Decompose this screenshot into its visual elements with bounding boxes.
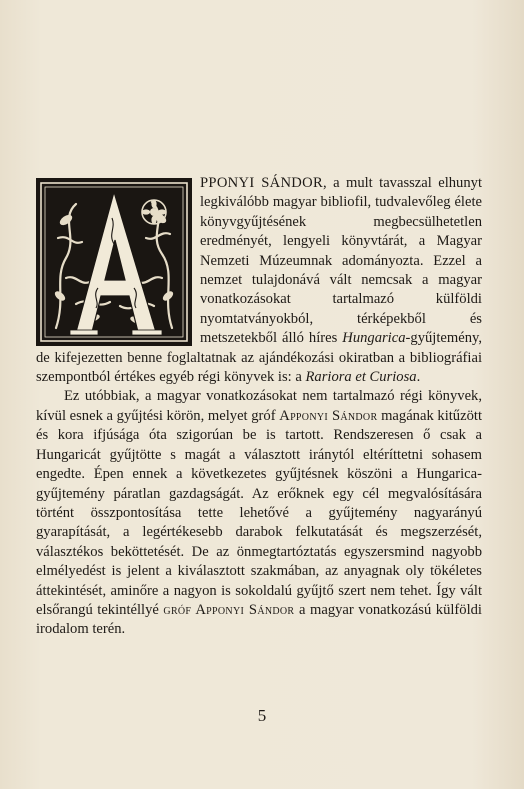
paragraph-2-text-a: Ez utóbbiak, a magyar vonatkozásokat nem tartalmazó régi könyvek, kívül esnek a gyűjtési körön, melyet gróf bbox=[36, 388, 482, 424]
paragraph-1-text-a: , a mult tavasszal elhunyt legkiválóbb magyar bibliofil, tudvalevőleg élete könyvgyűjtésének megbecsülhetetlen eredményét, lengyeli könyvtárát, a Magyar Nemzeti Múzeumnak adományozta. Ezzel a nemzet tulajdonává vált nemcsak a magyar vonatkozásokat tartalmazó külföldi nyomtatványokból, térképekből és metszetekből álló híres bbox=[200, 175, 482, 347]
body-text bbox=[36, 174, 482, 640]
paragraph-2 bbox=[36, 387, 482, 639]
paragraph-2-name-a: Apponyi Sándor bbox=[279, 407, 378, 424]
paragraph-2-name-b: gróf Apponyi Sándor bbox=[163, 601, 295, 618]
paragraph-1-italic-hungarica: Hungarica bbox=[342, 330, 406, 347]
paragraph-1-text-b: -gyűjtemény, de kifejezetten benne foglaltatnak az ajándékozási okiratban a bibliográfiai szempontból értékes egyéb régi könyvek is: a bbox=[36, 330, 482, 386]
paragraph-1-text-c: . bbox=[416, 369, 421, 386]
paragraph-2-text-c: a magyar vonatkozású külföldi irodalom terén. bbox=[36, 601, 482, 638]
page-number: 5 bbox=[257, 706, 267, 725]
paragraph-1-italic-rariora: Rariora et Curiosa bbox=[305, 369, 417, 386]
paragraph-2-text-b: magának kitűzött és kora ifjúsága óta szigorúan be is tartott. Rendszeresen ő csak a Hungaricát gyűjtötte s magát a választott iránytól eltéríttetni sohasem engedte. Épen ennek a következetes gyűjtésnek köszöni a Hungarica-gyűjtemény páratlan gazdagságát. Az erőknek egy cél megvalósítására történt összpontosítása tette lehetővé a gyűjtemény nagyarányú gyarapítását, a legértékesebb darabok felkutatását és megszerzését, választékos beköttetését. De az önmegtartóztatás egyszersmind nagyobb elmélyedést is jelent a kiválasztott szakmában, az anyagnak oly tökéletes áttekintését, aminőre a nagyon is sokoldalú gyűjtő szert nem tehet. Így vált elsőrangú tekintéllyé bbox=[36, 407, 482, 618]
name-opening: PPONYI SÁNDOR bbox=[200, 175, 324, 191]
decorated-initial-letter bbox=[36, 178, 192, 346]
ornamental-initial-a-icon bbox=[36, 178, 192, 346]
